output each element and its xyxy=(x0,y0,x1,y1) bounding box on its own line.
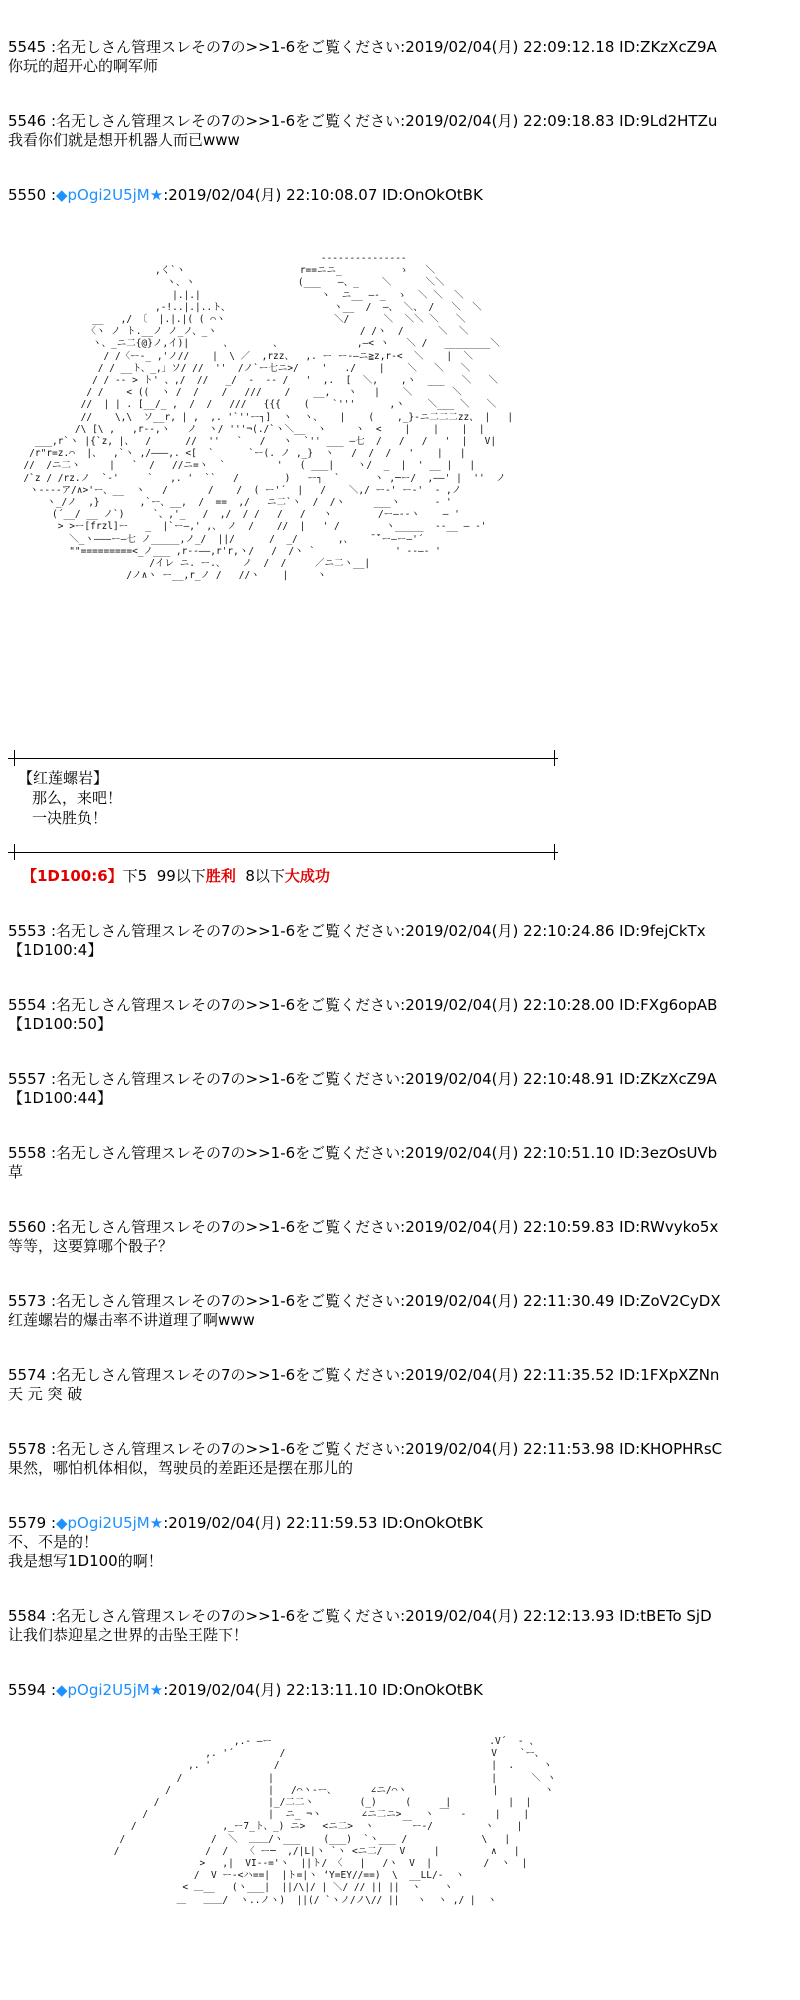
post-5558 xyxy=(8,1144,792,1182)
post-timestamp-id: :2019/02/04(月) 22:10:08.07 ID:OnOkOtBK xyxy=(163,186,483,204)
post-number: 5579 : xyxy=(8,1514,56,1532)
post-5574 xyxy=(8,1366,792,1404)
dice-win-label: 胜利 xyxy=(205,867,236,885)
post-header: 5557 :名无しさん管理スレその7の>>1-6をご覧ください:2019/02/04(月) 22:10:48.91 ID:ZKzXcZ9A xyxy=(8,1070,717,1088)
post-body: 【1D100:50】 xyxy=(8,1015,112,1033)
post-body: 我看你们就是想开机器人而已www xyxy=(8,131,240,149)
speech-line: 一决胜负！ xyxy=(32,809,108,827)
dice-roll: 【1D100:6】 xyxy=(22,867,123,885)
post-body: 让我们恭迎星之世界的击坠王陛下！ xyxy=(8,1626,249,1644)
post-number: 5594 : xyxy=(8,1681,56,1699)
divider-end-left xyxy=(14,750,15,766)
tripcode-link[interactable]: ◆pOgi2U5jM xyxy=(56,1681,150,1699)
post-5553 xyxy=(8,922,792,960)
post-header: 5558 :名无しさん管理スレその7の>>1-6をご覧ください:2019/02/04(月) 22:10:51.10 ID:3ezOsUVb xyxy=(8,1144,718,1162)
post-body: 果然，哪怕机体相似，驾驶员的差距还是摆在那儿的 xyxy=(8,1459,354,1477)
post-timestamp-id: :2019/02/04(月) 22:13:11.10 ID:OnOkOtBK xyxy=(163,1681,483,1699)
divider-end-right xyxy=(554,844,555,860)
post-header: 5574 :名无しさん管理スレその7の>>1-6をご覧ください:2019/02/04(月) 22:11:35.52 ID:1FXpXZNn xyxy=(8,1366,720,1384)
post-header: 5560 :名无しさん管理スレその7の>>1-6をご覧ください:2019/02/04(月) 22:10:59.83 ID:RWvyko5x xyxy=(8,1218,719,1236)
post-5550 xyxy=(8,186,792,205)
tripcode-link[interactable]: ◆pOgi2U5jM xyxy=(56,1514,150,1532)
dice-rule: 下5 99以下 xyxy=(122,867,206,885)
post-body: 你玩的超开心的啊军师 xyxy=(8,57,159,75)
post-5560 xyxy=(8,1218,792,1256)
post-header: 5554 :名无しさん管理スレその7の>>1-6をご覧ください:2019/02/04(月) 22:10:28.00 ID:FXg6opAB xyxy=(8,996,718,1014)
dice-rule: 8以下 xyxy=(235,867,285,885)
post-body: 草 xyxy=(8,1163,24,1181)
post-5545 xyxy=(8,38,792,76)
post-header: 5545 :名无しさん管理スレその7の>>1-6をご覧ください:2019/02/04(月) 22:09:12.18 ID:ZKzXcZ9A xyxy=(8,38,717,56)
post-header: 5573 :名无しさん管理スレその7の>>1-6をご覧ください:2019/02/04(月) 22:11:30.49 ID:ZoV2CyDX xyxy=(8,1292,721,1310)
speaker-name: 【红莲螺岩】 xyxy=(18,769,109,787)
post-header: 5553 :名无しさん管理スレその7の>>1-6をご覧ください:2019/02/04(月) 22:10:24.86 ID:9fejCkTx xyxy=(8,922,706,940)
divider-line xyxy=(8,758,558,759)
post-header: 5546 :名无しさん管理スレその7の>>1-6をご覧ください:2019/02/04(月) 22:09:18.83 ID:9Ld2HTZu xyxy=(8,112,718,130)
post-5584 xyxy=(8,1607,792,1645)
post-body: 我是想写1D100的啊！ xyxy=(8,1552,163,1570)
post-5557 xyxy=(8,1070,792,1108)
divider-end-right xyxy=(554,750,555,766)
star-icon: ★ xyxy=(149,1514,164,1532)
post-body: 【1D100:44】 xyxy=(8,1089,112,1107)
star-icon: ★ xyxy=(149,1681,164,1699)
post-5579 xyxy=(8,1514,792,1571)
post-body: 等等，这要算哪个骰子？ xyxy=(8,1237,174,1255)
ascii-art-robots: --------------- ,く`ヽ r==ニニ_ ゝ ＼ ヽ、ヽ (___ ―、_ ＼ ＼＼ |.|.| ヽ ニ__ ―-_ ゝ ＼ ＼ ＼ ,-!..|.|..ト、 ヽ__ / ―、 ＼、 / ＼ ＼ __ ,/ 〔 |.|.|( ( ⌒ヽ ＼/ ＼ ＼＼ ＼ ＼ 〈ヽ ノ ト.__ノ ノ_ノ、_ヽ / /ヽ / ＼ ＼ ヽ、_ニ二{@}ノ,イ)| 、 、 ,―< ヽ ＼ / ________＼ / /〈ー-_ ,'ノ// | \ ／ ,rzz、 ,. ー ー‐―ニ≧z,r‐< ＼ | ＼ / / __ト、_,」ソ/ // '' /ノ`ー七ニ>/ ' ./ | ＼ ＼ ＼ / / ‐- > ト' 、,/ // _/ ‐ -‐ / ' ,. [ ＼, ,ヽ ___ ＼ ＼ / / < (( ヽ / / / /// / __, ヽ | ＼ ＼ // | | . [__/_ , / / /// {{{ ( `''' ,ヽ ＼___ ＼ ＼ // \,\ ソ__r, | , ,. '`''ー┐] ヽ ヽ、 | ( ,_}-ニ二二二zz、 | | /\ [\ , ,r--,ヽ ノ ヽ/ '''¬(./`ヽ＼__ ヽ ヽ < | | | | ___,r`ヽ |{`z, |、 / // '' ` / ヽ `'' ___ ―七 / / / ' | V| /r"r=z.⌒ |、 ,`ヽ ,/―――,. <[ ` `ー(. ノ ,_} ヽ / / / ' | | // /ニ二ヽ | ` / //ニ=ヽ ` ' ( ___| ヽ/ _ | ' __ | | /`z / /rz.ノ `-' ` ,. ' `` / ) ー┐ ` ヽ ,─ー/ ,――' | '' ノ ヽ--‐‐ア/∧>'ー、__ ヽ / / / ( ー'´ | / ＼,/ ー-' ー‐' ‐ ,ノ ヽ_/ノ ,} ,`ー、__, / == ,/ ニ二`ヽ / /ヽ ___ヽ ‐ ' (´__/ __ ノ`) `、,'_ / ,/ / / / / ヽ /ー―-‐ヽ ― ' > >ー[frzl]ー _ |`ー―,' ,、 ノ / // | ' / ヽ_____ ‐‐__ ― ‐' ＼_ヽ―――ー―七 ノ_____,ノ_/ ||/ / _/ ,、 ̄ ̄`ー―ー―'´ ""=========<_ノ___ ,r‐-――,r'r,ヽ/ / /ヽ ` ' ‐‐―‐ ' /イレ ニ. ー.、 ノ / / ／ニ二ヽ__| /ノ∧ヽ ー__,r_ノ / //ヽ | ヽ xyxy=(23,253,514,582)
post-5573 xyxy=(8,1292,792,1330)
post-timestamp-id: :2019/02/04(月) 22:11:59.53 ID:OnOkOtBK xyxy=(163,1514,483,1532)
post-5554 xyxy=(8,996,792,1034)
post-body: 天 元 突 破 xyxy=(8,1385,83,1403)
post-number: 5550 : xyxy=(8,186,56,204)
dice-result xyxy=(22,866,330,886)
star-icon: ★ xyxy=(149,186,164,204)
dice-great-success-label: 大成功 xyxy=(284,867,330,885)
post-body: 【1D100:4】 xyxy=(8,941,103,959)
post-header xyxy=(8,1514,792,1533)
divider-line xyxy=(8,852,558,853)
ascii-art-characters: ,.- ―ー .V´ - 、 ,. '´ / V `ー、 ,. ' / | . ヽ / | | ＼ ヽ / | /⌒ヽ-ー、 ∠ニ/⌒ヽ | ヽ / |_/二二ヽ (_) ( | | | / | ニ_ ¬ヽ ∠ニ二ニ> ヽ ￣ ‐ | | / ,_ー7_ト、_) ニ> <ニ二> ヽ ￣ー‐/ ヽ | / / ＼ ＿＿/ヽ___ (___) `ヽ___ / \ | / / / 〈 ー─ ,/|L|ヽ `ヽ <ニ二/ V | ∧ | > ,| VI-‐='ヽ ||ト/ 〈 | /ヽ V | / ヽ | / V ー‐<ハ==| |ト=|ヽ ‘Y=EY//==) \ __LL/‐ ヽ < ＿__ (ヽ___| ||/\|/ | ＼/ // || || ヽ ヽ ＿ ＿＿/ ヽ..ノヽ) ||(/ `ヽノ/ノ\// || ヽ ヽ ,/ | ヽ xyxy=(113,1736,556,1906)
divider-end-left xyxy=(14,844,15,860)
post-header xyxy=(8,186,792,205)
post-header: 5584 :名无しさん管理スレその7の>>1-6をご覧ください:2019/02/04(月) 22:12:13.93 ID:tBETo SjD xyxy=(8,1607,712,1625)
post-header xyxy=(8,1681,792,1700)
post-body: 不、不是的！ xyxy=(8,1533,99,1551)
post-5594 xyxy=(8,1681,792,1700)
post-header: 5578 :名无しさん管理スレその7の>>1-6をご覧ください:2019/02/04(月) 22:11:53.98 ID:KHOPHRsC xyxy=(8,1440,723,1458)
speech-line: 那么，来吧！ xyxy=(32,789,123,807)
tripcode-link[interactable]: ◆pOgi2U5jM xyxy=(56,186,150,204)
post-5578 xyxy=(8,1440,792,1478)
post-body: 红莲螺岩的爆击率不讲道理了啊www xyxy=(8,1311,255,1329)
post-5546 xyxy=(8,112,792,150)
